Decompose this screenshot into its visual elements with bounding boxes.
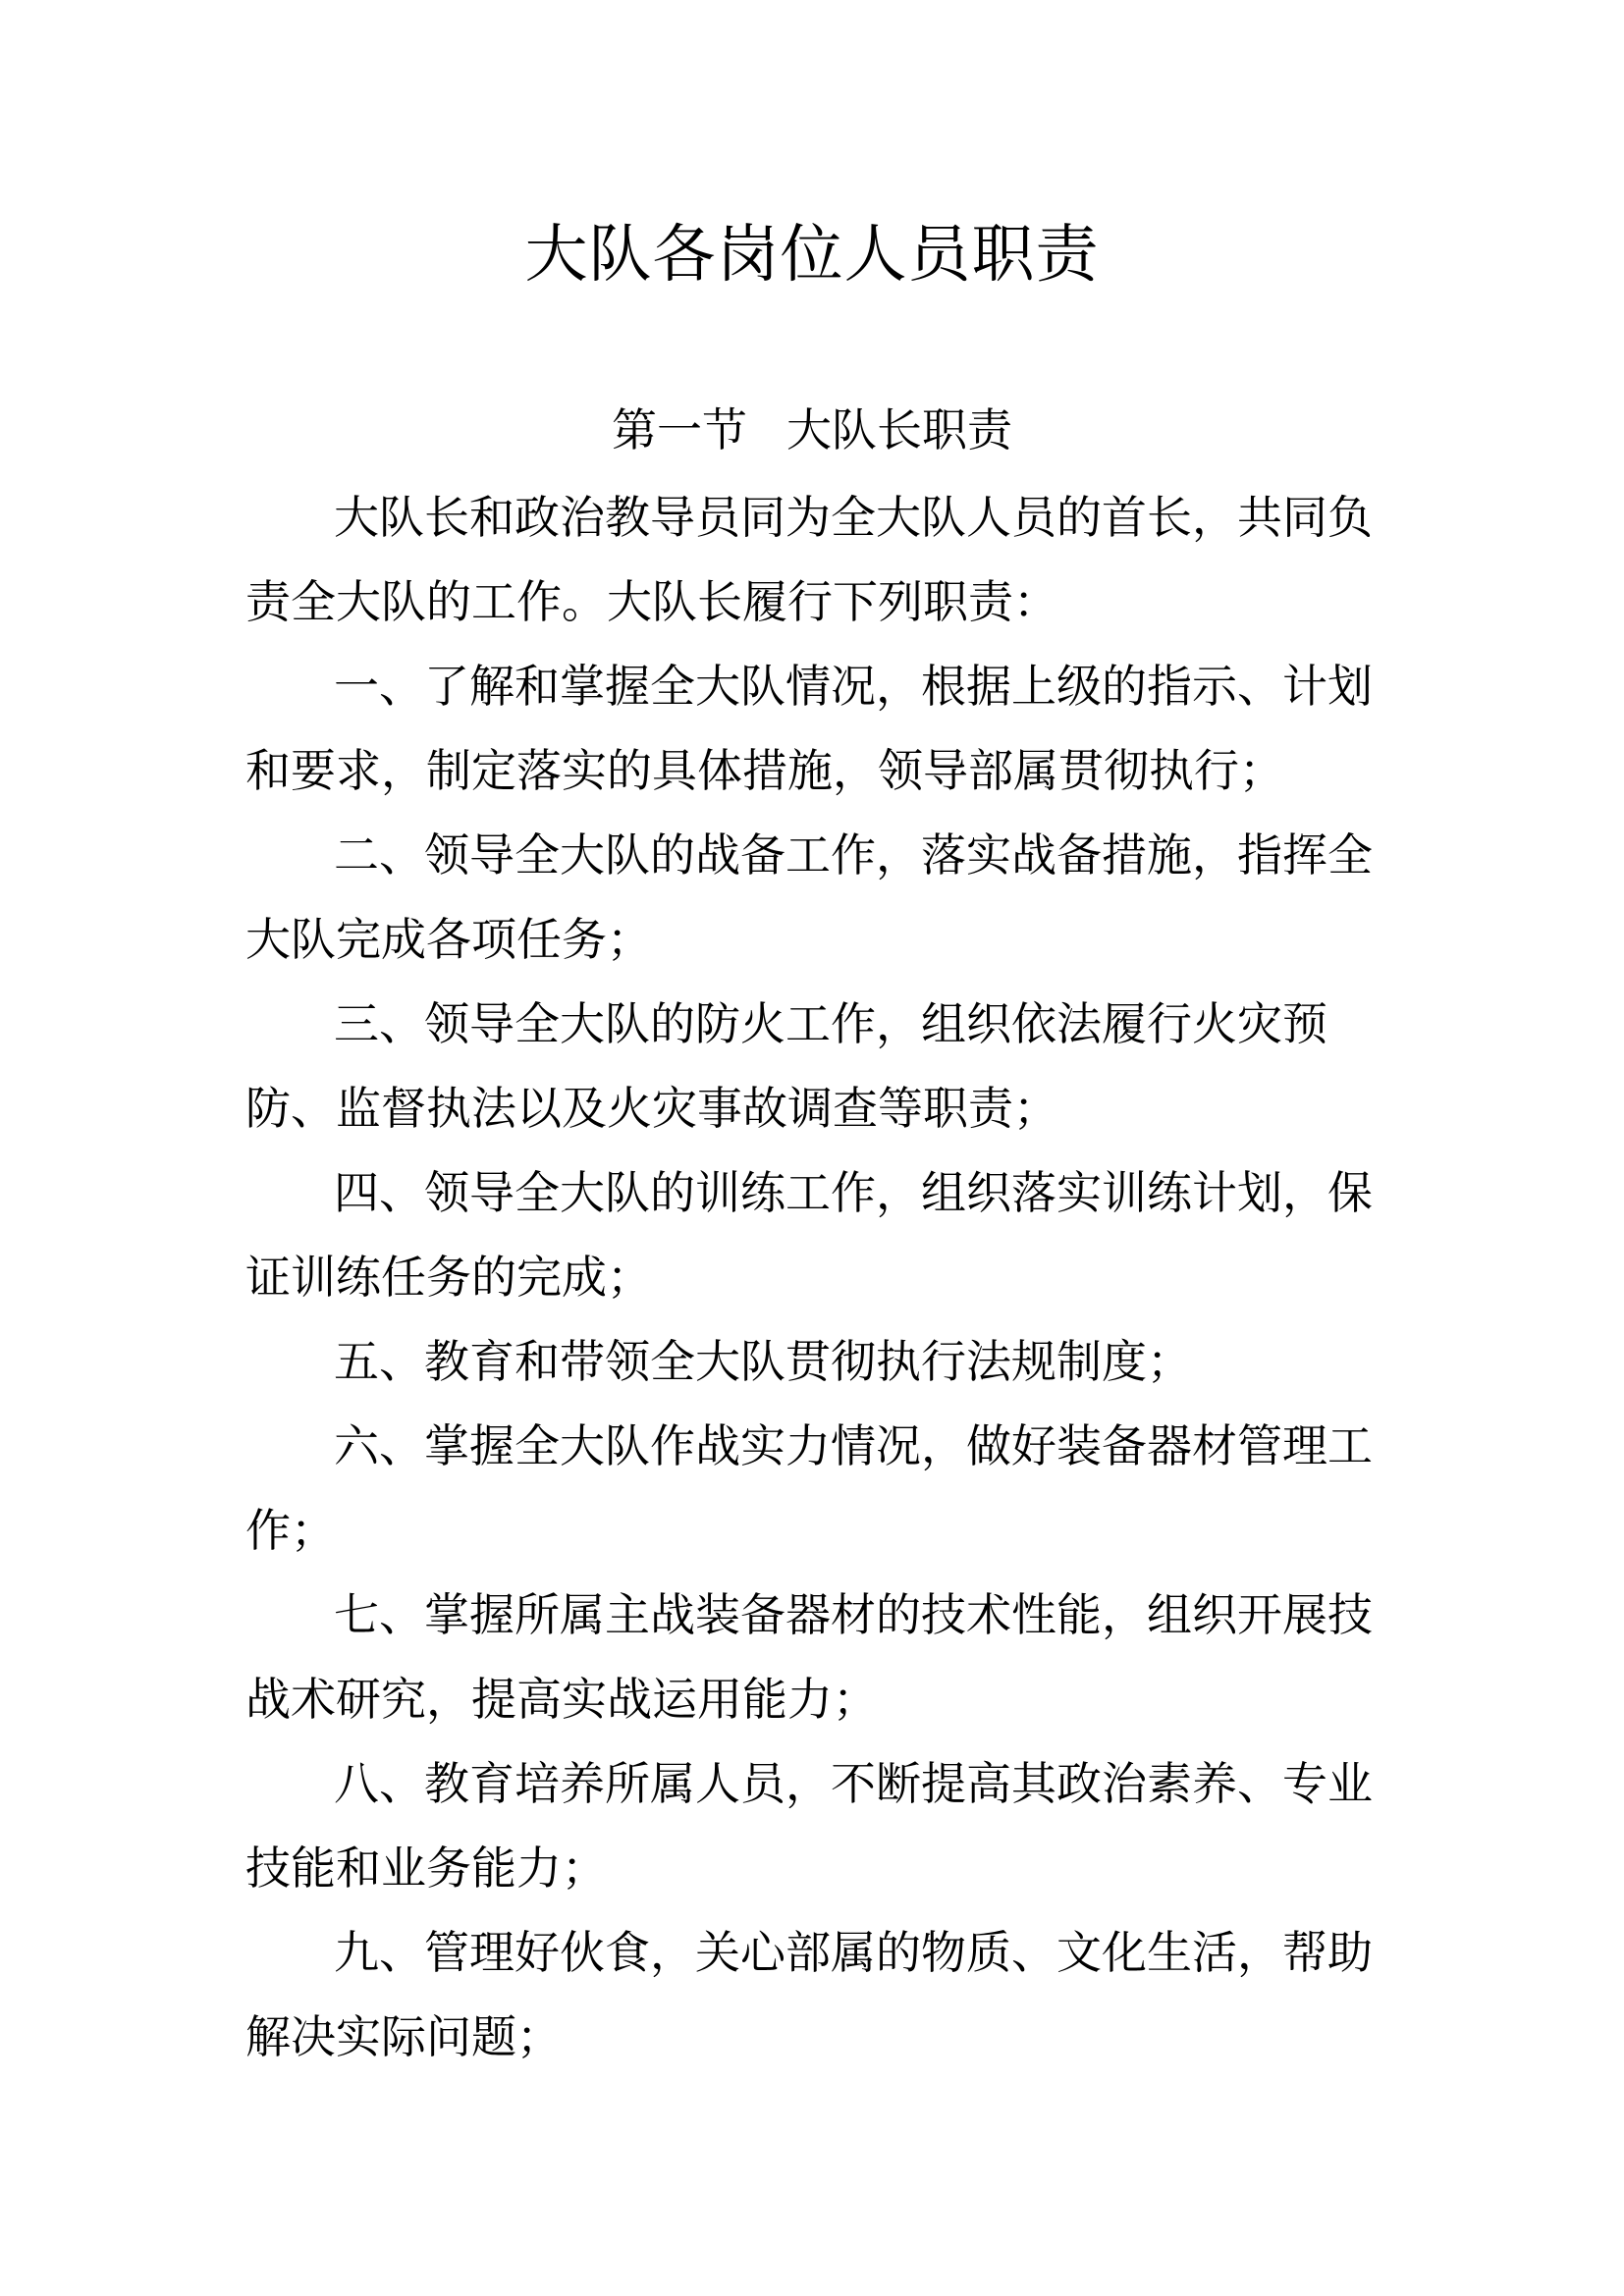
section-number: 第一节 bbox=[612, 403, 747, 456]
paragraph-line: 八、教育培养所属人员，不断提高其政治素养、专业 bbox=[334, 1757, 1373, 1810]
paragraph-line: 责全大队的工作。大队长履行下列职责： bbox=[245, 575, 1058, 628]
section-name: 大队长职责 bbox=[786, 403, 1012, 456]
paragraph-line: 二、领导全大队的战备工作，落实战备措施，指挥全 bbox=[334, 828, 1373, 881]
paragraph-line: 大队长和政治教导员同为全大队人员的首长，共同负 bbox=[334, 491, 1373, 544]
paragraph-line: 六、掌握全大队作战实力情况，做好装备器材管理工 bbox=[334, 1419, 1373, 1472]
section-heading bbox=[0, 391, 1624, 469]
paragraph-line: 大队完成各项任务； bbox=[245, 913, 652, 966]
paragraph-line: 七、掌握所属主战装备器材的技术性能，组织开展技 bbox=[334, 1588, 1373, 1641]
paragraph-line: 一、了解和掌握全大队情况，根据上级的指示、计划 bbox=[334, 660, 1373, 713]
paragraph-line: 和要求，制定落实的具体措施，领导部属贯彻执行； bbox=[245, 744, 1284, 797]
paragraph-line: 战术研究，提高实战运用能力； bbox=[245, 1673, 878, 1726]
paragraph-line: 解决实际问题； bbox=[245, 2010, 562, 2063]
paragraph-line: 证训练任务的完成； bbox=[245, 1251, 652, 1304]
paragraph-line: 四、领导全大队的训练工作，组织落实训练计划，保 bbox=[334, 1166, 1373, 1219]
paragraph-line: 三、领导全大队的防火工作，组织依法履行火灾预 bbox=[334, 997, 1327, 1050]
paragraph-line: 九、管理好伙食，关心部属的物质、文化生活，帮助 bbox=[334, 1926, 1373, 1979]
paragraph-line: 五、教育和带领全大队贯彻执行法规制度； bbox=[334, 1335, 1192, 1388]
paragraph-line: 技能和业务能力； bbox=[245, 1842, 607, 1895]
paragraph-line: 作； bbox=[245, 1504, 336, 1557]
document-title: 大队各岗位人员职责 bbox=[524, 219, 1100, 292]
paragraph-line: 防、监督执法以及火灾事故调查等职责； bbox=[245, 1082, 1058, 1135]
